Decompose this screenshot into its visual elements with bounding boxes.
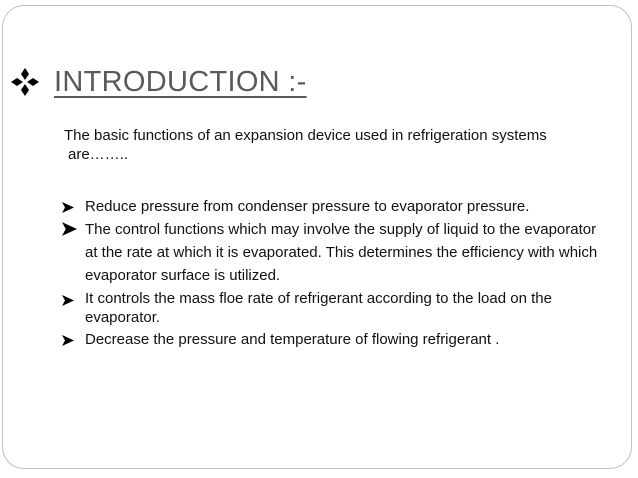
arrowhead-bullet-icon: [62, 295, 74, 306]
bullet-text: Reduce pressure from condenser pressure to evaporator pressure.: [85, 198, 530, 215]
arrowhead-bullet-icon: [62, 202, 74, 213]
intro-paragraph: [64, 126, 609, 164]
slide-title: INTRODUCTION :-: [54, 65, 307, 98]
bullet-text: It controls the mass floe rate of refrigerant according to the load on the evaporator.: [85, 290, 552, 326]
list-item: [62, 329, 610, 351]
list-item: [62, 196, 610, 218]
arrowhead-bullet-icon: [62, 335, 74, 346]
intro-line-1: The basic functions of an expansion device used in refrigeration systems: [64, 127, 547, 144]
bullet-list: [62, 196, 610, 351]
intro-line-2: are……..: [68, 146, 129, 163]
list-item: [62, 289, 610, 327]
arrowhead-bullet-icon: [62, 222, 77, 236]
bullet-text: Decrease the pressure and temperature of flowing refrigerant .: [85, 331, 500, 348]
title-row: [10, 64, 307, 100]
four-diamond-bullet-icon: [10, 67, 40, 97]
list-item: [62, 218, 610, 287]
bullet-text: The control functions which may involve the supply of liquid to the evaporator at the rate at which it is evaporated. This determines the efficiency with which evaporator surface is utilized.: [85, 221, 598, 284]
